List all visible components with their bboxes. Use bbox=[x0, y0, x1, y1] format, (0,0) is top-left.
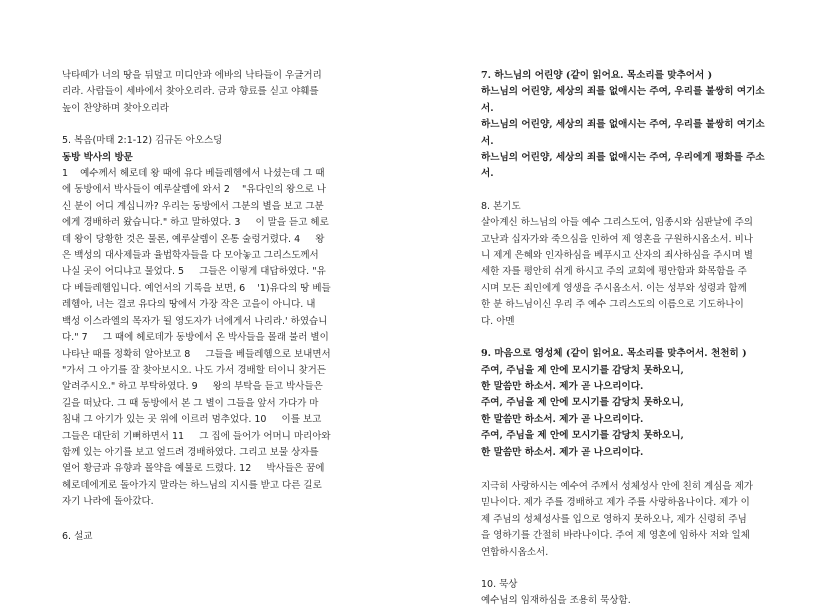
collect-line: 시며 모든 죄인에게 영생을 주시옵소서. 이는 성부와 성령과 함께 bbox=[481, 282, 747, 294]
spiritual-communion-line: 주여, 주님을 제 안에 모시기를 감당치 못하오니, bbox=[481, 430, 684, 442]
gospel-line: 나실 곳이 어디냐고 물었다. 5 그들은 이렇게 대답하였다. "유 bbox=[62, 266, 326, 278]
collect-line: 한 분 하느님이신 우리 주 예수 그리스도의 이름으로 기도하나이 bbox=[481, 299, 744, 311]
gospel-line: 다." 7 그 때에 헤로데가 동방에서 온 박사들을 몰래 불러 별이 bbox=[62, 332, 329, 344]
spiritual-communion-line: 주여, 주님을 제 안에 모시기를 감당치 못하오니, bbox=[481, 364, 684, 376]
agnus-dei-line: 하느님의 어린양, 세상의 죄를 없애시는 주여, 우리를 불쌍히 여기소서. bbox=[481, 119, 765, 147]
gospel-line: 백성 이스라엘의 목자가 될 영도자가 너에게서 나리라.' 하였습니 bbox=[62, 315, 328, 327]
spiritual-communion-line: 한 말씀만 하소서. 제가 곧 나으리이다. bbox=[481, 380, 644, 392]
intro-line: 높이 찬양하며 찾아오리라 bbox=[62, 102, 169, 114]
spiritual-communion-line: 한 말씀만 하소서. 제가 곧 나으리이다. bbox=[481, 446, 644, 458]
collect-heading: 8. 본기도 bbox=[481, 200, 521, 212]
gospel-title: 동방 박사의 방문 bbox=[62, 151, 133, 163]
meditation-line: 예수님의 임재하심을 조용히 묵상함. bbox=[481, 595, 631, 607]
gospel-heading: 5. 복음(마태 2:1-12) 김규돈 아오스딩 bbox=[62, 135, 223, 147]
communion-prayer-line: 지극히 사랑하시는 예수여 주께서 성체성사 안에 친히 계심을 제가 bbox=[481, 480, 753, 492]
gospel-line: 함께 있는 아기를 보고 엎드려 경배하였다. 그리고 보물 상자를 bbox=[62, 446, 319, 458]
gospel-line: 알려주시오." 하고 부탁하였다. 9 왕의 부탁을 듣고 박사들은 bbox=[62, 381, 323, 393]
left-column bbox=[62, 68, 366, 545]
gospel-line: 침내 그 아기가 있는 곳 위에 이르러 멈추었다. 10 이를 보고 bbox=[62, 414, 322, 426]
collect-line: 살아계신 하느님의 아들 예수 그리스도여, 임종시와 심판날에 주의 bbox=[481, 217, 753, 229]
spiritual-communion-line: 한 말씀만 하소서. 제가 곧 나으리이다. bbox=[481, 413, 644, 425]
intro-line: 낙타떼가 너의 땅을 뒤덮고 미디안과 에바의 낙타들이 우글거리 bbox=[62, 70, 322, 81]
communion-prayer-line: 믿나이다. 제가 주를 경배하고 제가 주를 사랑하옵나이다. 제가 이 bbox=[481, 497, 750, 509]
gospel-line: 에게 경배하러 왔습니다." 하고 말하였다. 3 이 말을 듣고 헤로 bbox=[62, 217, 329, 229]
gospel-line: 열어 황금과 유향과 몰약을 예물로 드렸다. 12 박사들은 꿈에 bbox=[62, 463, 325, 475]
agnus-dei-line: 하느님의 어린양, 세상의 죄를 없애시는 주여, 우리를 불쌍히 여기소서. bbox=[481, 86, 765, 114]
gospel-line: "가서 그 아기를 잘 찾아보시오. 나도 가서 경배할 터이니 찾거든 bbox=[62, 364, 326, 376]
spiritual-communion-heading: 9. 마음으로 영성체 (같이 읽어요. 목소리를 맞추어서. 천천히 ) bbox=[481, 348, 747, 360]
gospel-line: 그들은 대단히 기뻐하면서 11 그 집에 들어가 어머니 마리아와 bbox=[62, 430, 331, 442]
agnus-dei-heading: 7. 하느님의 어린양 (같이 읽어요. 목소리를 맞추어서 ) bbox=[481, 70, 713, 81]
communion-prayer-line: 제 주님의 성체성사를 입으로 영하지 못하오나, 제가 신령히 주님 bbox=[481, 513, 747, 525]
agnus-dei-line: 하느님의 어린양, 세상의 죄를 없애시는 주여, 우리에게 평화를 주소서. bbox=[481, 152, 765, 180]
intro-line: 리라. 사람들이 세바에서 찾아오리라. 금과 향료를 싣고 야훼를 bbox=[62, 86, 319, 98]
gospel-line: 은 백성의 대사제들과 율법학자들을 다 모아놓고 그리스도께서 bbox=[62, 250, 319, 262]
gospel-line: 헤로데에게로 돌아가지 말라는 하느님의 지시를 받고 다른 길로 bbox=[62, 479, 322, 491]
gospel-line: 다 베들레헴입니다. 예언서의 기록을 보면, 6 '1)유다의 땅 베들 bbox=[62, 282, 331, 294]
communion-prayer-line: 연합하시옵소서. bbox=[481, 546, 549, 558]
gospel-line: 나타난 때를 정확히 알아보고 8 그들을 베들레헴으로 보내면서 bbox=[62, 348, 331, 360]
gospel-line: 길을 떠났다. 그 때 동방에서 본 그 별이 그들을 앞서 가다가 마 bbox=[62, 397, 319, 409]
communion-prayer-line: 을 영하기를 간절히 바라나이다. 주여 제 영혼에 임하사 저와 일체 bbox=[481, 530, 750, 542]
gospel-line: 데 왕이 당황한 것은 물론, 예루살렘이 온통 술렁거렸다. 4 왕 bbox=[62, 233, 325, 245]
gospel-line: 1 예수께서 헤로데 왕 때에 유다 베들레헴에서 나셨는데 그 때 bbox=[62, 168, 325, 180]
sermon-heading: 6. 설교 bbox=[62, 530, 93, 542]
right-column bbox=[481, 68, 773, 610]
collect-line: 다. 아멘 bbox=[481, 315, 515, 327]
collect-line: 니 제게 은혜와 인자하심을 베푸시고 산자의 죄사하심을 주시며 별 bbox=[481, 250, 753, 262]
gospel-line: 레헴아, 너는 결코 유다의 땅에서 가장 작은 고을이 아니다. 내 bbox=[62, 299, 316, 311]
collect-line: 고난과 십자가와 죽으심을 인하여 제 영혼을 구원하시옵소서. 비나 bbox=[481, 233, 753, 245]
meditation-heading: 10. 묵상 bbox=[481, 578, 518, 590]
gospel-line: 에 동방에서 박사들이 예루살렘에 와서 2 "유다인의 왕으로 나 bbox=[62, 184, 326, 196]
gospel-line: 자기 나라에 돌아갔다. bbox=[62, 496, 154, 508]
spiritual-communion-line: 주여, 주님을 제 안에 모시기를 감당치 못하오니, bbox=[481, 397, 684, 409]
gospel-line: 신 분이 어디 계십니까? 우리는 동방에서 그분의 별을 보고 그분 bbox=[62, 200, 324, 212]
collect-line: 세한 자를 평안히 쉬게 하시고 주의 교회에 평안함과 화목함을 주 bbox=[481, 266, 747, 278]
